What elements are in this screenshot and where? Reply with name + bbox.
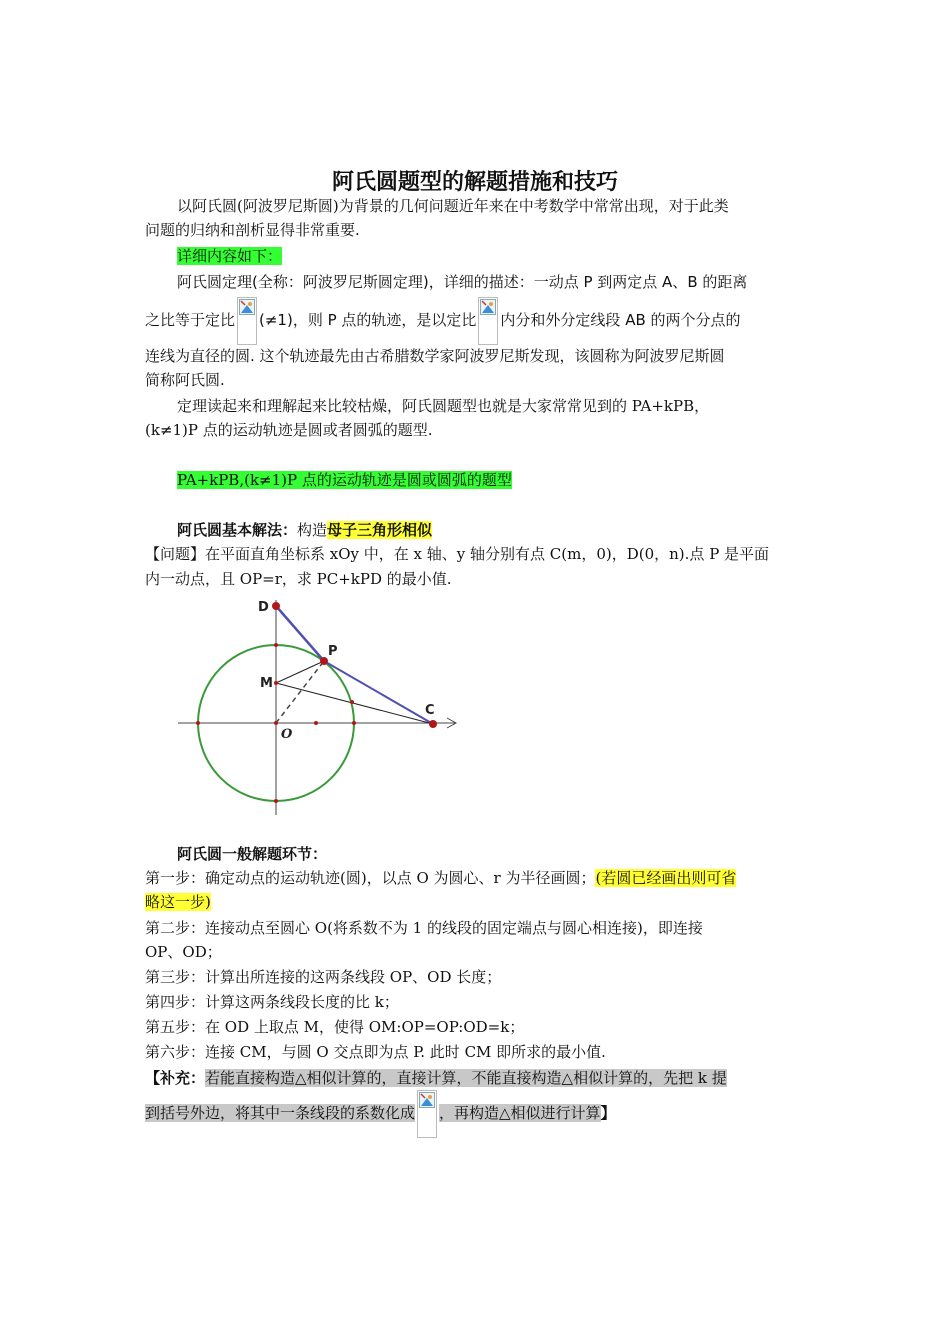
step-5: 第五步：在 OD 上取点 M，使得 OM:OP=OP:OD=k； (145, 1018, 525, 1036)
detail-label (177, 246, 282, 266)
basic-method (177, 520, 432, 540)
supplement-text-1: 若能直接构造△相似计算的，直接计算，不能直接构造△相似计算的，先把 k 提 (205, 1069, 727, 1087)
problem-line-2: 内一动点，且 OP=r，求 PC+kPD 的最小值. (145, 570, 452, 588)
supplement-text-2a: 到括号外边，将其中一条线段的系数化成 (145, 1104, 416, 1122)
theorem-text-a: 之比等于定比 (145, 311, 236, 329)
step-2-cont: OP、OD； (145, 943, 222, 961)
step-3: 第三步：计算出所连接的这两条线段 OP、OD 长度； (145, 968, 502, 986)
supplement-close: 】 (600, 1104, 616, 1122)
broken-image-icon (478, 297, 498, 345)
broken-image-icon (237, 297, 257, 345)
point-o (274, 721, 278, 725)
tick-mark (352, 721, 356, 725)
supplement-open: 【补充： (145, 1069, 206, 1087)
point-c (429, 720, 437, 728)
step-1-text: 第一步：确定动点的运动轨迹(圆)，以点 O 为圆心、r 为半径画圆； (145, 869, 596, 887)
supplement-text-2b: ，再构造△相似进行计算 (439, 1104, 601, 1122)
intro-line-2: 问题的归纳和剖析显得非常重要. (145, 221, 360, 239)
segment-dp (276, 606, 324, 661)
page-title: 阿氏圆题型的解题措施和技巧 (331, 170, 618, 195)
supplement-line-1 (145, 1068, 727, 1088)
supplement-line-2 (145, 1090, 616, 1138)
para3-line-2: (k≠1)P 点的运动轨迹是圆或者圆弧的题型. (145, 421, 433, 439)
step-2: 第二步：连接动点至圆心 O(将系数不为 1 的线段的固定端点与圆心相连接)，即连接 (145, 919, 703, 937)
detail-label-text: 详细内容如下： (177, 247, 283, 265)
step-1-note: (若圆已经画出则可省 (595, 869, 737, 887)
theorem-line-2 (145, 296, 741, 345)
step-1 (145, 868, 736, 888)
label-o: O (281, 727, 293, 742)
tick-mark (350, 700, 354, 704)
theorem-line-3: 连线为直径的圆. 这个轨迹最先由古希腊数学家阿波罗尼斯发现，该圆称为阿波罗尼斯圆 (145, 347, 725, 365)
segment-op (276, 661, 324, 723)
tick-mark (196, 721, 200, 725)
label-c: C (425, 703, 435, 718)
tick-mark (274, 799, 278, 803)
point-m (274, 681, 278, 685)
label-d: D (258, 600, 269, 615)
step-4: 第四步：计算这两条线段长度的比 k； (145, 993, 399, 1011)
step-1-cont (145, 892, 211, 912)
tick-mark (314, 721, 318, 725)
steps-heading: 阿氏圆一般解题环节： (177, 845, 328, 863)
theorem-text-c: 内分和外分定线段 AB 的两个分点的 (500, 311, 741, 329)
theorem-line-1: 阿氏圆定理(全称：阿波罗尼斯圆定理)，详细的描述：一动点 P 到两定点 A、B 的距离 (177, 273, 748, 291)
problem-line-1: 【问题】在平面直角坐标系 xOy 中，在 x 轴、y 轴分别有点 C(m，0)，D(0，n).点 P 是平面 (145, 545, 770, 563)
segment-pc (324, 661, 433, 724)
point-p (320, 657, 328, 665)
segment-mp (276, 661, 324, 683)
point-d (272, 602, 280, 610)
tick-mark (274, 643, 278, 647)
theorem-text-b: (≠1)，则 P 点的轨迹，是以定比 (259, 311, 477, 329)
basic-method-text: 构造 (297, 521, 328, 539)
label-p: P (328, 644, 338, 659)
section-heading-text: PA+kPB,(k≠1)P 点的运动轨迹是圆或圆弧的题型 (177, 471, 512, 489)
step-1-note-cont: 略这一步) (145, 893, 211, 911)
broken-image-icon (417, 1090, 437, 1138)
para3-line-1: 定理读起来和理解起来比较枯燥，阿氏圆题型也就是大家常常见到的 PA+kPB， (177, 397, 710, 415)
theorem-line-4: 简称阿氏圆. (145, 371, 225, 389)
basic-method-highlight: 母子三角形相似 (327, 521, 433, 539)
label-m: M (260, 676, 273, 691)
section-heading (177, 470, 512, 490)
basic-method-label: 阿氏圆基本解法： (177, 521, 298, 539)
intro-line-1: 以阿氏圆(阿波罗尼斯圆)为背景的几何问题近年来在中考数学中常常出现，对于此类 (177, 197, 729, 215)
step-6: 第六步：连接 CM，与圆 O 交点即为点 P. 此时 CM 即所求的最小值. (145, 1043, 606, 1061)
geometry-figure (170, 595, 470, 825)
